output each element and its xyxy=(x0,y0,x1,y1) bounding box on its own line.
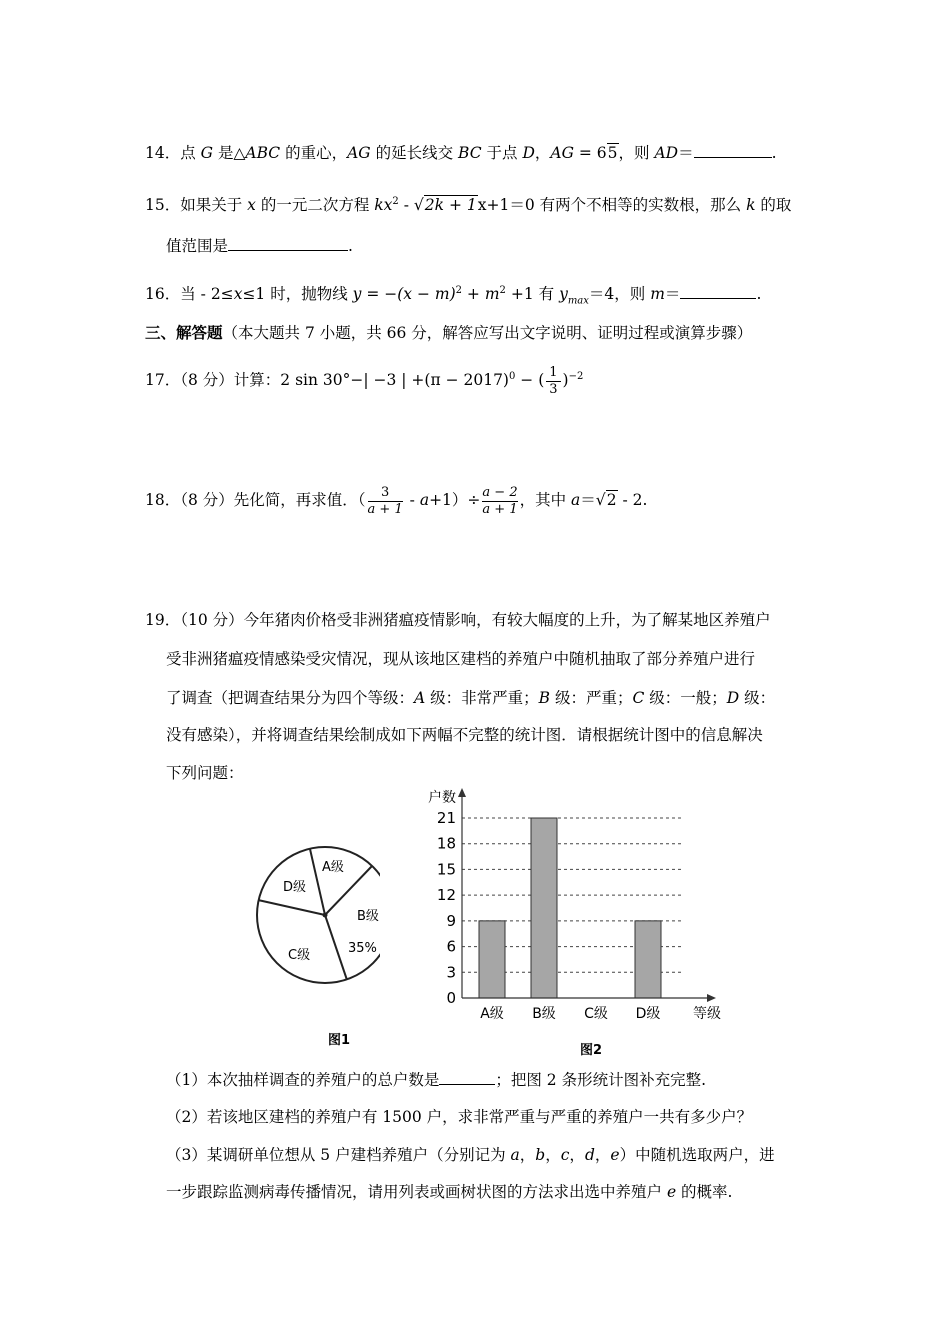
answer-blank-14[interactable] xyxy=(694,143,772,158)
y-tick-label-21: 21 xyxy=(436,809,456,827)
bar-1 xyxy=(479,921,505,998)
pie-label-a: A级 xyxy=(322,860,344,875)
section-3-heading: 三、解答题（本大题共 7 小题，共 66 分，解答应写出文字说明、证明过程或演算步骤） xyxy=(145,323,753,342)
pie-chart-figure-1 xyxy=(250,840,380,1060)
pie-center xyxy=(323,913,328,918)
bar-chart-figure-2 xyxy=(410,782,740,1062)
y-tick-label-3: 3 xyxy=(446,963,456,982)
pie-divider-b-c xyxy=(325,915,347,980)
pie-label-b: B级 xyxy=(357,909,379,924)
question-19-line-3: 了调查（把调查结果分为四个等级：A 级：非常严重；B 级：严重；C 级：一般；D 级： xyxy=(166,689,776,707)
question-15-line-2: 值范围是 . xyxy=(166,237,353,255)
question-19-line-1: 19．（10 分）今年猪肉价格受非洲猪瘟疫情影响，有较大幅度的上升，为了解某地区养殖户 xyxy=(145,611,771,629)
pie-label-d: D级 xyxy=(283,880,307,895)
question-18: 18．（8 分）先化简，再求值．（ $\frac{3}{a + 1} - a+1)\div$ $\frac{a - 2}{a + 1}$ ，其中 a＝√2 - 2. xyxy=(145,484,648,517)
x-tick-label-3: C级 xyxy=(584,1006,608,1022)
question-19-part-2: （2）若该地区建档的养殖户有 1500 户，求非常严重与严重的养殖户一共有多少户？ xyxy=(166,1108,753,1126)
y-tick-label-15: 15 xyxy=(436,860,456,879)
x-tick-label-1: A级 xyxy=(480,1006,504,1022)
question-19-line-2: 受非洲猪瘟疫情感染受灾情况，现从该地区建档的养殖户中随机抽取了部分养殖户进行 xyxy=(166,650,756,668)
y-axis-label: 户数 xyxy=(428,790,456,806)
pie-divider-c-d xyxy=(258,900,325,915)
answer-blank-19-1[interactable] xyxy=(439,1070,495,1085)
figure-1-caption: 图1 xyxy=(328,1033,351,1048)
y-tick-label-6: 6 xyxy=(446,937,456,956)
x-axis-arrow xyxy=(707,994,716,1002)
answer-blank-15[interactable] xyxy=(228,236,348,251)
x-tick-label-2: B级 xyxy=(532,1006,556,1022)
pie-label-b-percent: 35% xyxy=(348,941,377,956)
question-19-part-3-line-2: 一步跟踪监测病毒传播情况，请用列表或画树状图的方法求出选中养殖户 e 的概率. xyxy=(166,1183,733,1201)
pie-divider-a-d xyxy=(310,849,325,915)
y-axis-arrow xyxy=(458,788,466,797)
y-tick-label-0: 0 xyxy=(446,989,456,1007)
question-19-part-3: （3）某调研单位想从 5 户建档养殖户（分别记为 a，b，c，d，e）中随机选取两户，进 xyxy=(166,1146,775,1164)
y-tick-label-18: 18 xyxy=(436,834,456,853)
y-tick-label-9: 9 xyxy=(446,911,456,930)
question-15: 15．如果关于 x 的一元二次方程 $kx^2 - √2k + 1x+1=0$ 有两个不相等的实数根，那么 k 的取 xyxy=(145,196,792,215)
question-14: 14．点 G 是△ABC 的重心，AG 的延长线交 BC 于点 D，AG = 65，则 AD＝ . xyxy=(145,144,777,162)
question-19-line-5: 下列问题： xyxy=(166,764,244,782)
bar-2 xyxy=(531,818,557,998)
question-17: 17．（8 分）计算：2 sin 30°−| −3 | $+(\pi - 2017)^0$ − ( $\frac{1}{3}$ )$^{-2}$ xyxy=(145,364,584,397)
question-19-part-1: （1）本次抽样调查的养殖户的总户数是 ；把图 2 条形统计图补充完整. xyxy=(166,1071,707,1089)
x-axis-label: 等级 xyxy=(693,1006,721,1022)
bar-4 xyxy=(635,921,661,998)
answer-blank-16[interactable] xyxy=(680,284,756,299)
y-tick-label-12: 12 xyxy=(436,886,456,905)
figure-2-caption: 图2 xyxy=(580,1043,603,1058)
question-16: 16．当 - 2≤x≤1 时，抛物线 $y = -(x - m)^2 + m^2 +1$ 有 $y_{max}=4$，则 m＝ . xyxy=(145,285,762,307)
question-19-line-4: 没有感染），并将调查结果绘制成如下两幅不完整的统计图．请根据统计图中的信息解决 xyxy=(166,726,763,744)
x-tick-label-4: D级 xyxy=(635,1006,661,1022)
pie-label-c: C级 xyxy=(288,948,311,963)
